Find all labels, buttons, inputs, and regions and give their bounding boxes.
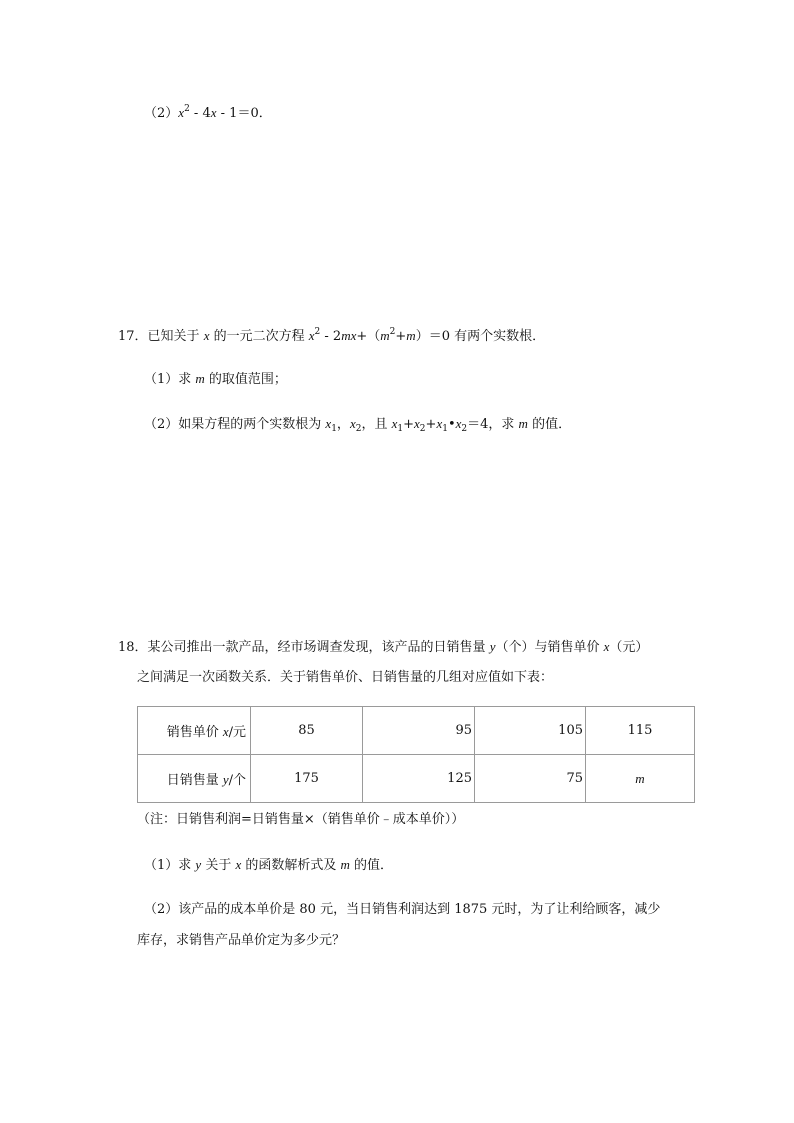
table-cell: 105 [475,707,586,755]
text: （元） [609,640,649,655]
text: 已知关于 [147,329,204,344]
text: （1）求 [144,858,196,873]
text: • [447,417,456,432]
var-m: m [518,416,528,431]
var-x: x [455,416,462,431]
subscript: 2 [461,424,468,434]
table-cell: 125 [363,755,475,803]
var-x: x [308,328,315,343]
q17-part1 [144,369,287,390]
text: /元 [228,725,246,740]
expr-text: - 1＝0． [216,106,272,121]
text: 某公司推出一款产品，经市场调查发现，该产品的日销售量 [147,640,490,655]
table-cell: 115 [586,707,695,755]
text: 的函数解析式及 [241,858,341,873]
var-x: x [210,105,217,120]
q17-stem [118,326,545,347]
text: 关于 [201,858,236,873]
row-header [138,755,251,803]
var-m: m [406,328,416,343]
table-row [138,755,695,803]
text: ）＝0 有两个实数根． [415,329,546,344]
q17-part2 [144,414,571,435]
values-table [137,706,695,803]
q18-part2-line1: （2）该产品的成本单价是 80 元，当日销售利润达到 1875 元时，为了让利给顾客，减少 [144,902,661,917]
text: + [395,329,407,344]
table-cell: m [586,755,695,803]
text: +（ [356,329,381,344]
text: + [403,417,415,432]
q18-stem-line2: 之间满足一次函数关系．关于销售单价、日销售量的几组对应值如下表： [137,670,554,685]
text: 的一元二次方程 [209,329,309,344]
subscript: 1 [442,424,448,434]
expr-text: - 4 [189,106,211,121]
subscript: 2 [355,424,362,434]
var-m: m [380,328,390,343]
part-label: （2） [144,106,179,121]
q18-note: （注：日销售利润=日销售量×（销售单价﹣成本单价）） [137,812,465,827]
var-x: x [325,416,332,431]
question-number: 18． [118,640,148,655]
var-y: y [222,772,229,787]
question-number: 17． [118,329,148,344]
subscript: 1 [331,424,337,434]
text: ，且 [361,417,392,432]
var-m: m [340,857,350,872]
subscript: 1 [397,424,404,434]
table-cell: 175 [251,755,363,803]
text: ＝4，求 [467,417,519,432]
text: （1）求 [144,372,196,387]
q18-stem [118,637,648,658]
var-x: x [222,724,229,739]
q16-part2 [144,103,272,124]
var-x: x [436,416,443,431]
text: ， [336,417,350,432]
table-row [138,707,695,755]
q18-part1 [144,855,393,876]
text: （2）如果方程的两个实数根为 [144,417,326,432]
text: （个）与销售单价 [495,640,604,655]
text: + [425,417,437,432]
q18-part2-line2: 库存，求销售产品单价定为多少元？ [137,933,346,948]
exponent: 2 [184,104,190,114]
text: 销售单价 [166,725,223,740]
text: 的值． [527,417,572,432]
var-m: m [195,371,205,386]
var-x: x [391,416,398,431]
table-cell: 75 [475,755,586,803]
var-x: x [235,857,242,872]
row-header [138,707,251,755]
exponent: 2 [314,327,321,337]
text: - 2 [320,329,342,344]
text: 的值． [349,858,394,873]
var-x: x [178,105,185,120]
table-cell: 95 [363,707,475,755]
var-mx: mx [341,328,357,343]
exponent: 2 [389,327,396,337]
var-x: x [349,416,356,431]
var-y: y [489,639,496,654]
subscript: 2 [419,424,426,434]
var-x: x [414,416,420,431]
var-x: x [203,328,210,343]
var-x: x [603,639,610,654]
text: 的取值范围； [204,372,287,387]
table-cell: 85 [251,707,363,755]
text: 日销售量 [166,773,223,788]
var-y: y [195,857,202,872]
text: /个 [228,773,246,788]
